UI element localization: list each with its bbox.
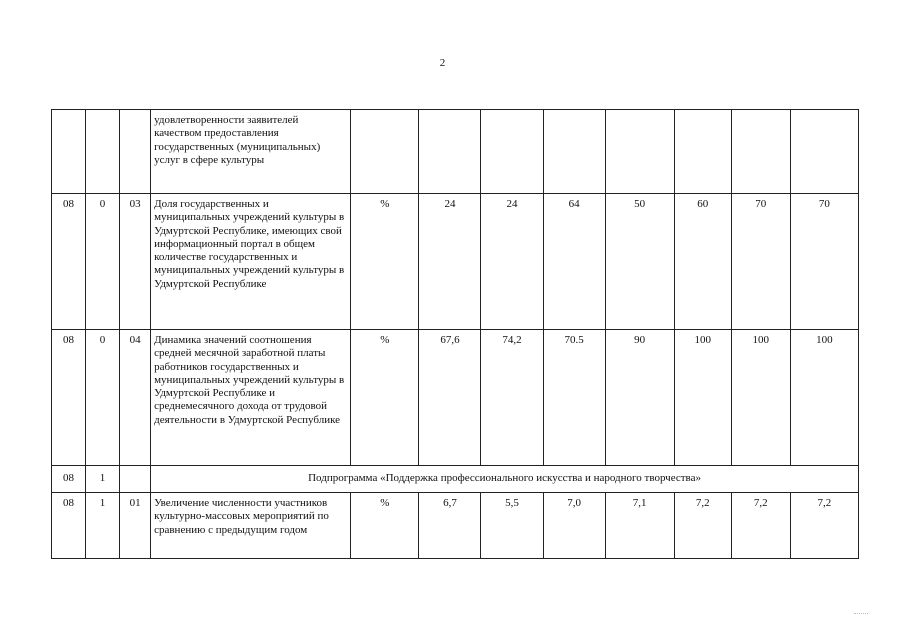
- indicators-table: [51, 109, 859, 559]
- cell-num: [120, 110, 151, 194]
- cell-value: 70: [731, 194, 790, 330]
- cell-description: Динамика значений соотношения средней месячной заработной платы работников государственных и муниципальных учреждений культуры в Удмуртской Республике и среднемесячного дохода от трудовой деятельности в Удмуртской Республике: [151, 330, 351, 466]
- cell-description: Доля государственных и муниципальных учреждений культуры в Удмуртской Республике, имеющих свой информационный портал в общем количестве государственных и муниципальных учреждений культуры в Удмуртской Республике: [151, 194, 351, 330]
- cell-value: [605, 110, 674, 194]
- cell-value: 74,2: [481, 330, 543, 466]
- cell-value: [543, 110, 605, 194]
- scan-artifact: [854, 613, 868, 616]
- page-number: 2: [439, 57, 446, 69]
- cell-value: [419, 110, 481, 194]
- cell-num: 04: [120, 330, 151, 466]
- cell-value: [790, 110, 858, 194]
- table-row: [52, 330, 859, 466]
- cell-pp: 0: [86, 330, 120, 466]
- cell-gp: [52, 110, 86, 194]
- cell-gp: 08: [52, 466, 86, 493]
- cell-value: [731, 110, 790, 194]
- cell-pp: 0: [86, 194, 120, 330]
- subprogram-row: [52, 466, 859, 493]
- cell-pp: 1: [86, 466, 120, 493]
- cell-value: 24: [481, 194, 543, 330]
- cell-num: 01: [120, 493, 151, 559]
- cell-pp: [86, 110, 120, 194]
- cell-value: 64: [543, 194, 605, 330]
- cell-unit: %: [351, 330, 419, 466]
- cell-gp: 08: [52, 493, 86, 559]
- cell-value: [674, 110, 731, 194]
- cell-description: Увеличение численности участников культурно-массовых мероприятий по сравнению с предыдущим годом: [151, 493, 351, 559]
- cell-value: 70.5: [543, 330, 605, 466]
- cell-value: 6,7: [419, 493, 481, 559]
- cell-value: 7,1: [605, 493, 674, 559]
- subprogram-title: Подпрограмма «Поддержка профессионального искусства и народного творчества»: [151, 466, 859, 493]
- cell-value: 7,2: [731, 493, 790, 559]
- table-row: [52, 194, 859, 330]
- cell-value: 67,6: [419, 330, 481, 466]
- cell-unit: %: [351, 493, 419, 559]
- cell-value: 100: [790, 330, 858, 466]
- table-row: [52, 493, 859, 559]
- cell-value: 5,5: [481, 493, 543, 559]
- table-row-continuation: [52, 110, 859, 194]
- cell-gp: 08: [52, 194, 86, 330]
- cell-value: 24: [419, 194, 481, 330]
- cell-value: 7,0: [543, 493, 605, 559]
- cell-pp: 1: [86, 493, 120, 559]
- cell-value: 90: [605, 330, 674, 466]
- cell-value: 50: [605, 194, 674, 330]
- cell-gp: 08: [52, 330, 86, 466]
- cell-unit: %: [351, 194, 419, 330]
- cell-value: 7,2: [790, 493, 858, 559]
- cell-num: [120, 466, 151, 493]
- cell-value: 60: [674, 194, 731, 330]
- cell-value: 70: [790, 194, 858, 330]
- cell-value: [481, 110, 543, 194]
- cell-value: 100: [674, 330, 731, 466]
- cell-unit: [351, 110, 419, 194]
- cell-value: 100: [731, 330, 790, 466]
- cell-description: удовлетворенности заявителей качеством предоставления государственных (муниципальных) услуг в сфере культуры: [151, 110, 351, 194]
- cell-value: 7,2: [674, 493, 731, 559]
- cell-num: 03: [120, 194, 151, 330]
